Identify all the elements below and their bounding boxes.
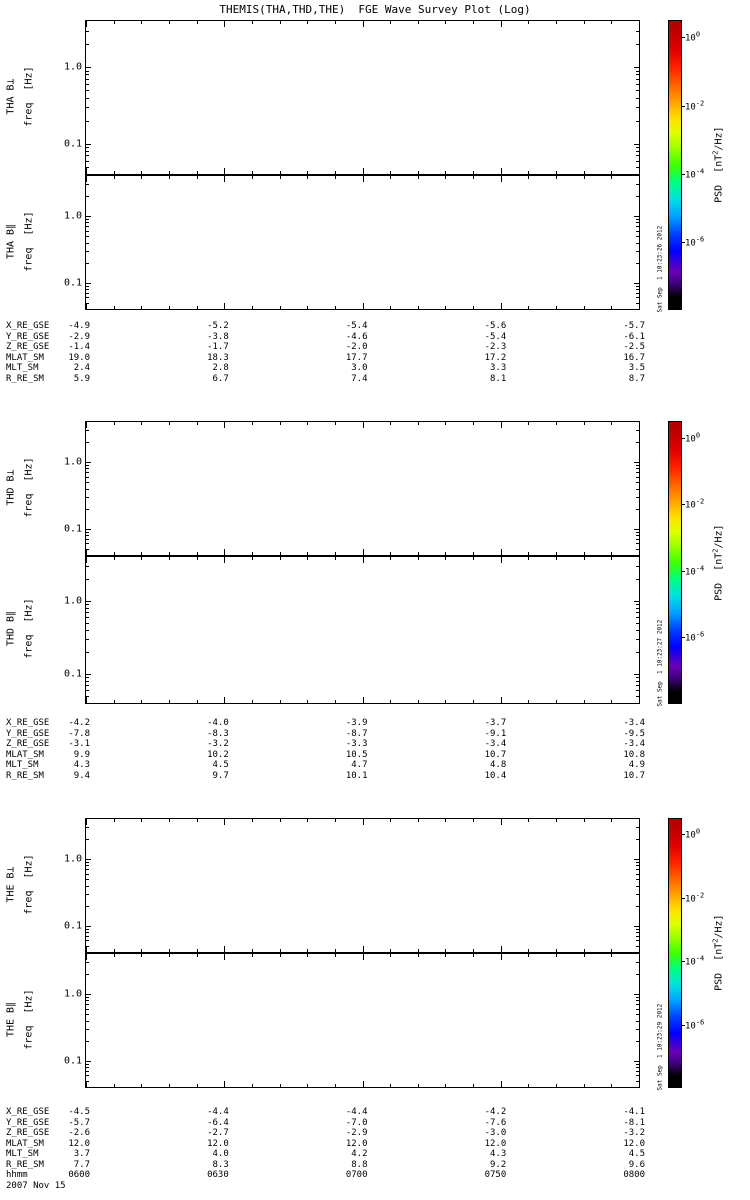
ephemeris-value: -3.7 <box>484 718 507 728</box>
ephemeris-value: 9.2 <box>489 1159 507 1170</box>
ephemeris-value: 9.4 <box>73 770 90 781</box>
ephemeris-value: -4.0 <box>207 718 229 728</box>
y-axis-tick-label: 0.1 <box>63 138 82 150</box>
colorbar-tick-label: $10^{-2}$ <box>685 891 705 905</box>
ephemeris-value: 9.7 <box>212 770 229 781</box>
ephemeris-value: 10.1 <box>345 770 368 781</box>
ephemeris-value: 10.7 <box>484 749 507 760</box>
colorbar-tick-label: $10^0$ <box>685 827 701 841</box>
ephemeris-row-label: MLT_SM <box>6 1149 39 1159</box>
ephemeris-value: 3.7 <box>73 1149 90 1159</box>
ephemeris-value: -2.7 <box>207 1128 229 1138</box>
colorbar-gradient <box>669 21 681 309</box>
ephemeris-value: -5.4 <box>345 321 368 331</box>
ephemeris-value: -5.7 <box>68 1117 90 1128</box>
ephemeris-row-label: R_RE_SM <box>6 373 44 384</box>
ephemeris-value: -4.5 <box>68 1107 90 1117</box>
ephemeris-value: 12.0 <box>484 1138 507 1149</box>
ephemeris-row <box>6 739 646 750</box>
ephemeris-value: 0750 <box>484 1170 507 1180</box>
colorbar-tick-label: $10^{-6}$ <box>685 235 705 249</box>
ephemeris-row <box>6 1160 646 1171</box>
ephemeris-value: 2.8 <box>212 363 229 373</box>
ephemeris-table <box>6 1107 646 1181</box>
ephemeris-value: -3.3 <box>345 739 368 749</box>
y-axis-tick-label: 1.0 <box>63 988 82 1000</box>
ephemeris-value: -3.4 <box>623 739 645 749</box>
y-axis-tick-label: 0.1 <box>63 277 82 289</box>
ephemeris-value: -7.0 <box>345 1117 368 1128</box>
ephemeris-value: -6.4 <box>207 1117 229 1128</box>
y-axis-title: freq [Hz] <box>23 988 35 1050</box>
panel-axis-title: THE B∥ <box>5 1001 17 1037</box>
ephemeris-value: -5.6 <box>484 321 507 331</box>
ephemeris-row-label: MLT_SM <box>6 760 39 770</box>
ephemeris-value: 7.4 <box>351 373 368 384</box>
ephemeris-value: -3.2 <box>623 1128 645 1138</box>
ephemeris-value: 5.9 <box>73 373 90 384</box>
ephemeris-value: 17.2 <box>484 352 507 363</box>
y-axis-tick-label: 1.0 <box>63 595 82 607</box>
colorbar-tick <box>682 1025 685 1026</box>
colorbar-tick <box>682 637 685 638</box>
colorbar-tick <box>682 898 685 899</box>
ephemeris-row <box>6 729 646 740</box>
panel-axis-title: THD B⊥ <box>5 468 17 506</box>
ephemeris-value: -6.1 <box>623 331 645 342</box>
ephemeris-value: 17.7 <box>345 352 368 363</box>
ephemeris-value: 4.3 <box>489 1149 507 1159</box>
render-timestamp: Sat Sep 1 10:23:26 2012 <box>656 225 664 313</box>
y-axis-title: freq [Hz] <box>23 456 35 518</box>
ephemeris-value: -8.1 <box>623 1117 645 1128</box>
y-axis-tick-label: 0.1 <box>63 920 82 932</box>
ephemeris-row <box>6 353 646 364</box>
ephemeris-value: -2.5 <box>623 342 645 352</box>
ephemeris-value: 10.8 <box>623 749 645 760</box>
axis-ticks <box>86 21 639 174</box>
ephemeris-row <box>6 771 646 782</box>
ephemeris-value: -5.4 <box>484 331 507 342</box>
ephemeris-row-label: MLAT_SM <box>6 749 44 760</box>
colorbar <box>668 421 682 704</box>
ephemeris-value: -3.4 <box>623 718 645 728</box>
colorbar-tick-label: $10^{-6}$ <box>685 1018 705 1032</box>
ephemeris-table <box>6 718 646 781</box>
colorbar-tick <box>682 438 685 439</box>
colorbar <box>668 818 682 1088</box>
colorbar-tick <box>682 571 685 572</box>
ephemeris-value: 4.9 <box>628 760 645 770</box>
spectrogram-panel <box>63 818 640 953</box>
ephemeris-row <box>6 1139 646 1150</box>
ephemeris-value: 0630 <box>207 1170 229 1180</box>
panel-axis-title: THD B∥ <box>5 610 17 647</box>
axis-ticks <box>86 819 639 952</box>
ephemeris-value: 3.3 <box>489 363 507 373</box>
colorbar-tick-label: $10^0$ <box>685 30 701 44</box>
ephemeris-value: -3.9 <box>345 718 368 728</box>
ephemeris-row-label: Z_RE_GSE <box>6 739 50 749</box>
ephemeris-value: 4.3 <box>73 760 90 770</box>
ephemeris-value: 10.4 <box>484 770 507 781</box>
colorbar-tick-label: $10^{-4}$ <box>685 954 705 968</box>
spectrogram-panel <box>63 421 640 556</box>
ephemeris-row <box>6 1118 646 1129</box>
ephemeris-value: -4.4 <box>207 1107 229 1117</box>
spectrogram-panel <box>63 20 640 175</box>
ephemeris-row-label: X_RE_GSE <box>6 321 50 331</box>
ephemeris-value: 9.6 <box>628 1159 645 1170</box>
spectrogram-panel <box>63 556 640 704</box>
ephemeris-value: 16.7 <box>623 352 645 363</box>
y-axis-title: freq [Hz] <box>23 65 35 127</box>
ephemeris-row <box>6 1170 646 1181</box>
ephemeris-value: 8.1 <box>489 373 507 384</box>
y-axis-tick-label: 1.0 <box>63 853 82 865</box>
spectrogram-panel <box>63 953 640 1088</box>
colorbar-title: PSD $[nT^2/Hz]$ <box>711 126 725 203</box>
ephemeris-value: -5.7 <box>623 321 645 331</box>
ephemeris-value: -1.7 <box>207 342 229 352</box>
ephemeris-value: 0700 <box>345 1170 368 1180</box>
ephemeris-row-label: R_RE_SM <box>6 1159 44 1170</box>
ephemeris-row-label: X_RE_GSE <box>6 718 50 728</box>
ephemeris-value: -1.4 <box>68 342 90 352</box>
colorbar-tick <box>682 106 685 107</box>
ephemeris-value: -2.9 <box>345 1128 368 1138</box>
y-axis-tick-label: 1.0 <box>63 61 82 73</box>
colorbar-tick <box>682 37 685 38</box>
plot-date: 2007 Nov 15 <box>6 1180 66 1191</box>
ephemeris-value: -7.6 <box>484 1117 507 1128</box>
ephemeris-value: 4.2 <box>351 1149 368 1159</box>
ephemeris-value: 10.2 <box>207 749 229 760</box>
ephemeris-row-label: X_RE_GSE <box>6 1107 50 1117</box>
ephemeris-value: -4.9 <box>68 321 90 331</box>
ephemeris-row <box>6 321 646 332</box>
colorbar-title: PSD $[nT^2/Hz]$ <box>711 914 725 991</box>
ephemeris-value: -3.4 <box>484 739 507 749</box>
y-axis-title: freq [Hz] <box>23 598 35 659</box>
ephemeris-row <box>6 363 646 374</box>
ephemeris-value: -2.3 <box>484 342 507 352</box>
render-timestamp: Sat Sep 1 10:23:27 2012 <box>656 619 664 707</box>
ephemeris-value: 2.4 <box>73 363 90 373</box>
ephemeris-value: 0800 <box>623 1170 645 1180</box>
ephemeris-value: 7.7 <box>73 1159 90 1170</box>
ephemeris-value: 4.5 <box>212 760 229 770</box>
ephemeris-value: -9.5 <box>623 728 645 739</box>
y-axis-title: freq [Hz] <box>23 853 35 915</box>
ephemeris-value: -9.1 <box>484 728 507 739</box>
ephemeris-row-label: Y_RE_GSE <box>6 728 50 739</box>
ephemeris-table <box>6 321 646 384</box>
ephemeris-row <box>6 1107 646 1118</box>
ephemeris-value: 6.7 <box>212 373 229 384</box>
ephemeris-value: 4.5 <box>628 1149 645 1159</box>
ephemeris-value: -3.8 <box>207 331 229 342</box>
ephemeris-value: -3.0 <box>484 1128 507 1138</box>
axis-ticks <box>86 954 639 1087</box>
ephemeris-value: -3.2 <box>207 739 229 749</box>
ephemeris-row-label: MLT_SM <box>6 363 39 373</box>
y-axis-tick-label: 0.1 <box>63 523 82 535</box>
axis-ticks <box>86 557 639 703</box>
ephemeris-row <box>6 760 646 771</box>
ephemeris-value: 8.3 <box>212 1159 229 1170</box>
panel-axis-title: THE B⊥ <box>5 865 17 903</box>
ephemeris-value: -2.0 <box>345 342 368 352</box>
ephemeris-value: -4.1 <box>623 1107 645 1117</box>
ephemeris-value: 19.0 <box>68 352 90 363</box>
axis-ticks <box>86 176 639 309</box>
ephemeris-value: -8.3 <box>207 728 229 739</box>
ephemeris-value: -4.4 <box>345 1107 368 1117</box>
colorbar-tick <box>682 174 685 175</box>
ephemeris-value: 8.7 <box>628 373 645 384</box>
colorbar-tick-label: $10^{-4}$ <box>685 167 705 181</box>
ephemeris-row <box>6 1128 646 1139</box>
colorbar-tick <box>682 504 685 505</box>
ephemeris-value: 10.7 <box>623 770 645 781</box>
colorbar-gradient <box>669 819 681 1087</box>
ephemeris-row <box>6 374 646 385</box>
colorbar <box>668 20 682 310</box>
ephemeris-value: -8.7 <box>345 728 368 739</box>
ephemeris-value: 12.0 <box>345 1138 368 1149</box>
ephemeris-row <box>6 342 646 353</box>
colorbar-tick-label: $10^{-4}$ <box>685 564 705 578</box>
y-axis-tick-label: 0.1 <box>63 668 82 680</box>
colorbar-tick-label: $10^0$ <box>685 431 701 445</box>
ephemeris-value: 4.7 <box>351 760 368 770</box>
panel-axis-title: THA B⊥ <box>5 77 17 115</box>
ephemeris-value: -5.2 <box>207 321 229 331</box>
ephemeris-row <box>6 750 646 761</box>
ephemeris-value: -4.6 <box>345 331 368 342</box>
colorbar-title: PSD $[nT^2/Hz]$ <box>711 523 725 601</box>
ephemeris-value: 3.0 <box>351 363 368 373</box>
ephemeris-row <box>6 1149 646 1160</box>
ephemeris-value: -2.9 <box>68 331 90 342</box>
y-axis-tick-label: 1.0 <box>63 210 82 222</box>
ephemeris-value: 4.0 <box>212 1149 229 1159</box>
render-timestamp: Sat Sep 1 10:23:29 2012 <box>656 1003 664 1091</box>
ephemeris-row-label: MLAT_SM <box>6 352 44 363</box>
y-axis-title: freq [Hz] <box>23 210 35 272</box>
ephemeris-row-label: Y_RE_GSE <box>6 331 50 342</box>
colorbar-tick-label: $10^{-2}$ <box>685 99 705 113</box>
ephemeris-row-label: Z_RE_GSE <box>6 342 50 352</box>
ephemeris-value: 0600 <box>68 1170 90 1180</box>
ephemeris-value: 12.0 <box>207 1138 229 1149</box>
ephemeris-row-label: Z_RE_GSE <box>6 1128 50 1138</box>
ephemeris-value: -4.2 <box>484 1107 507 1117</box>
ephemeris-row <box>6 332 646 343</box>
axis-ticks <box>86 422 639 555</box>
y-axis-tick-label: 1.0 <box>63 456 82 468</box>
ephemeris-value: -3.1 <box>68 739 90 749</box>
ephemeris-value: 4.8 <box>489 760 507 770</box>
ephemeris-value: -7.8 <box>68 728 90 739</box>
colorbar-tick <box>682 834 685 835</box>
ephemeris-value: -2.6 <box>68 1128 90 1138</box>
ephemeris-value: 3.5 <box>628 363 645 373</box>
colorbar-gradient <box>669 422 681 703</box>
colorbar-tick-label: $10^{-6}$ <box>685 630 705 644</box>
ephemeris-value: 18.3 <box>207 352 229 363</box>
ephemeris-value: 12.0 <box>68 1138 90 1149</box>
ephemeris-row-label: Y_RE_GSE <box>6 1117 50 1128</box>
y-axis-tick-label: 0.1 <box>63 1055 82 1067</box>
ephemeris-value: 10.5 <box>345 749 368 760</box>
ephemeris-value: 8.8 <box>351 1159 368 1170</box>
ephemeris-value: -4.2 <box>68 718 90 728</box>
ephemeris-value: 9.9 <box>73 749 90 760</box>
ephemeris-row-label: MLAT_SM <box>6 1138 44 1149</box>
colorbar-tick-label: $10^{-2}$ <box>685 497 705 511</box>
ephemeris-row-label: hhmm <box>6 1170 28 1180</box>
panel-axis-title: THA B∥ <box>5 223 17 259</box>
ephemeris-row-label: R_RE_SM <box>6 770 44 781</box>
colorbar-tick <box>682 242 685 243</box>
ephemeris-value: 12.0 <box>623 1138 645 1149</box>
ephemeris-row <box>6 718 646 729</box>
spectrogram-panel <box>63 175 640 310</box>
page-title: THEMIS(THA,THD,THE) FGE Wave Survey Plot (Log) <box>219 3 531 16</box>
colorbar-tick <box>682 961 685 962</box>
